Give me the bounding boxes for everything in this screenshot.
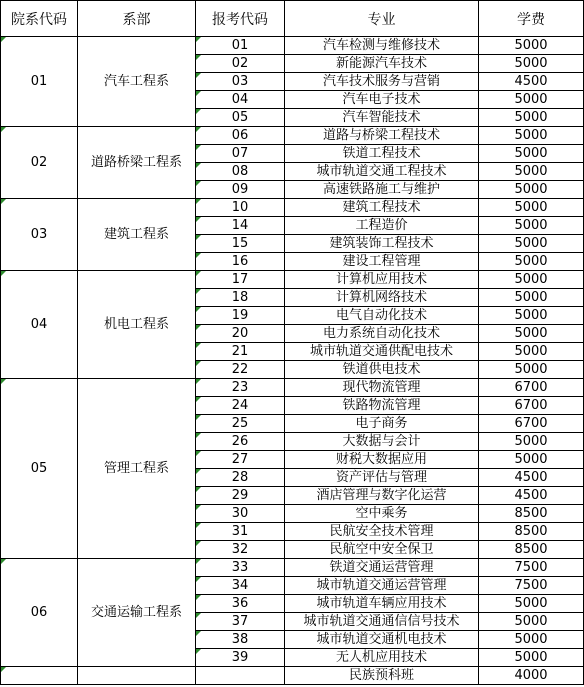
apply-code-cell: 30	[196, 505, 285, 523]
header-dept: 系部	[78, 1, 196, 37]
major-cell: 电子商务	[285, 415, 479, 433]
major-cell: 建设工程管理	[285, 253, 479, 271]
major-cell: 工程造价	[285, 217, 479, 235]
table-row	[1, 199, 584, 217]
fee-cell: 5000	[479, 109, 584, 127]
apply-code-cell: 36	[196, 595, 285, 613]
apply-code-cell: 22	[196, 361, 285, 379]
apply-code-cell: 17	[196, 271, 285, 289]
apply-code-cell: 18	[196, 289, 285, 307]
fee-cell: 7500	[479, 559, 584, 577]
apply-code-cell: 02	[196, 55, 285, 73]
apply-code-cell: 29	[196, 487, 285, 505]
major-cell: 汽车检测与维修技术	[285, 37, 479, 55]
major-cell: 城市轨道交通运营管理	[285, 577, 479, 595]
major-cell: 电气自动化技术	[285, 307, 479, 325]
apply-code-cell: 33	[196, 559, 285, 577]
dept-name-cell: 机电工程系	[78, 271, 196, 379]
apply-code-cell: 15	[196, 235, 285, 253]
major-cell: 汽车电子技术	[285, 91, 479, 109]
apply-code-cell: 16	[196, 253, 285, 271]
dept-name-cell: 建筑工程系	[78, 199, 196, 271]
major-cell: 城市轨道交通供配电技术	[285, 343, 479, 361]
apply-code-cell: 20	[196, 325, 285, 343]
header-dept-code: 院系代码	[1, 1, 78, 37]
fee-cell: 5000	[479, 649, 584, 667]
dept-name-cell: 道路桥梁工程系	[78, 127, 196, 199]
fee-cell: 4500	[479, 469, 584, 487]
major-cell: 财税大数据应用	[285, 451, 479, 469]
major-cell: 铁道工程技术	[285, 145, 479, 163]
apply-code-cell: 10	[196, 199, 285, 217]
fee-cell: 6700	[479, 397, 584, 415]
major-cell: 汽车智能技术	[285, 109, 479, 127]
header-apply-code: 报考代码	[196, 1, 285, 37]
apply-code-cell: 24	[196, 397, 285, 415]
fee-cell: 8500	[479, 523, 584, 541]
fee-cell: 5000	[479, 595, 584, 613]
major-cell: 无人机应用技术	[285, 649, 479, 667]
major-cell: 民航空中安全保卫	[285, 541, 479, 559]
major-cell: 酒店管理与数字化运营	[285, 487, 479, 505]
apply-code-cell: 07	[196, 145, 285, 163]
footer-fee-cell: 4000	[479, 667, 584, 685]
apply-code-cell: 05	[196, 109, 285, 127]
fee-cell: 8500	[479, 541, 584, 559]
dept-code-cell: 06	[1, 559, 78, 667]
apply-code-cell: 14	[196, 217, 285, 235]
apply-code-cell: 25	[196, 415, 285, 433]
major-cell: 计算机网络技术	[285, 289, 479, 307]
major-cell: 铁道供电技术	[285, 361, 479, 379]
fee-cell: 5000	[479, 181, 584, 199]
fee-cell: 5000	[479, 307, 584, 325]
fee-cell: 7500	[479, 577, 584, 595]
fee-cell: 5000	[479, 217, 584, 235]
table-row	[1, 37, 584, 55]
footer-empty-cell	[1, 667, 78, 685]
apply-code-cell: 23	[196, 379, 285, 397]
fee-cell: 4500	[479, 73, 584, 91]
fee-cell: 5000	[479, 145, 584, 163]
fee-cell: 5000	[479, 271, 584, 289]
apply-code-cell: 01	[196, 37, 285, 55]
major-cell: 城市轨道交通机电技术	[285, 631, 479, 649]
fee-cell: 5000	[479, 127, 584, 145]
fee-cell: 6700	[479, 415, 584, 433]
fee-cell: 5000	[479, 163, 584, 181]
fee-cell: 6700	[479, 379, 584, 397]
apply-code-cell: 34	[196, 577, 285, 595]
apply-code-cell: 28	[196, 469, 285, 487]
header-row	[1, 1, 584, 37]
fee-cell: 5000	[479, 631, 584, 649]
dept-code-cell: 01	[1, 37, 78, 127]
major-cell: 大数据与会计	[285, 433, 479, 451]
major-cell: 城市轨道交通通信信号技术	[285, 613, 479, 631]
dept-name-cell: 管理工程系	[78, 379, 196, 559]
fee-cell: 4500	[479, 487, 584, 505]
fee-cell: 5000	[479, 343, 584, 361]
major-cell: 道路与桥梁工程技术	[285, 127, 479, 145]
apply-code-cell: 37	[196, 613, 285, 631]
apply-code-cell: 39	[196, 649, 285, 667]
apply-code-cell: 09	[196, 181, 285, 199]
fee-cell: 5000	[479, 199, 584, 217]
dept-code-cell: 02	[1, 127, 78, 199]
dept-code-cell: 03	[1, 199, 78, 271]
footer-major-cell: 民族预科班	[285, 667, 479, 685]
apply-code-cell: 21	[196, 343, 285, 361]
footer-row	[1, 667, 584, 685]
dept-code-cell: 04	[1, 271, 78, 379]
table-row	[1, 379, 584, 397]
fee-cell: 5000	[479, 55, 584, 73]
major-cell: 铁路物流管理	[285, 397, 479, 415]
major-cell: 建筑工程技术	[285, 199, 479, 217]
apply-code-cell: 26	[196, 433, 285, 451]
major-cell: 民航安全技术管理	[285, 523, 479, 541]
major-cell: 城市轨道交通工程技术	[285, 163, 479, 181]
major-cell: 计算机应用技术	[285, 271, 479, 289]
footer-empty-cell	[78, 667, 196, 685]
apply-code-cell: 19	[196, 307, 285, 325]
fee-cell: 5000	[479, 91, 584, 109]
table-row	[1, 559, 584, 577]
major-cell: 建筑装饰工程技术	[285, 235, 479, 253]
major-cell: 城市轨道车辆应用技术	[285, 595, 479, 613]
fee-cell: 5000	[479, 325, 584, 343]
table-row	[1, 127, 584, 145]
fee-cell: 5000	[479, 37, 584, 55]
major-cell: 汽车技术服务与营销	[285, 73, 479, 91]
table-body	[1, 1, 584, 685]
table-row	[1, 271, 584, 289]
major-cell: 新能源汽车技术	[285, 55, 479, 73]
fee-cell: 5000	[479, 613, 584, 631]
major-cell: 资产评估与管理	[285, 469, 479, 487]
major-cell: 铁道交通运营管理	[285, 559, 479, 577]
apply-code-cell: 06	[196, 127, 285, 145]
header-major: 专业	[285, 1, 479, 37]
fee-cell: 5000	[479, 433, 584, 451]
apply-code-cell: 27	[196, 451, 285, 469]
fee-cell: 5000	[479, 235, 584, 253]
major-cell: 电力系统自动化技术	[285, 325, 479, 343]
footer-empty-cell	[196, 667, 285, 685]
fee-cell: 5000	[479, 451, 584, 469]
apply-code-cell: 03	[196, 73, 285, 91]
apply-code-cell: 32	[196, 541, 285, 559]
apply-code-cell: 38	[196, 631, 285, 649]
major-cell: 空中乘务	[285, 505, 479, 523]
apply-code-cell: 08	[196, 163, 285, 181]
fee-cell: 8500	[479, 505, 584, 523]
dept-name-cell: 汽车工程系	[78, 37, 196, 127]
fee-cell: 5000	[479, 253, 584, 271]
fee-cell: 5000	[479, 361, 584, 379]
dept-name-cell: 交通运输工程系	[78, 559, 196, 667]
fee-cell: 5000	[479, 289, 584, 307]
header-fee: 学费	[479, 1, 584, 37]
apply-code-cell: 31	[196, 523, 285, 541]
major-cell: 高速铁路施工与维护	[285, 181, 479, 199]
major-cell: 现代物流管理	[285, 379, 479, 397]
dept-code-cell: 05	[1, 379, 78, 559]
apply-code-cell: 04	[196, 91, 285, 109]
